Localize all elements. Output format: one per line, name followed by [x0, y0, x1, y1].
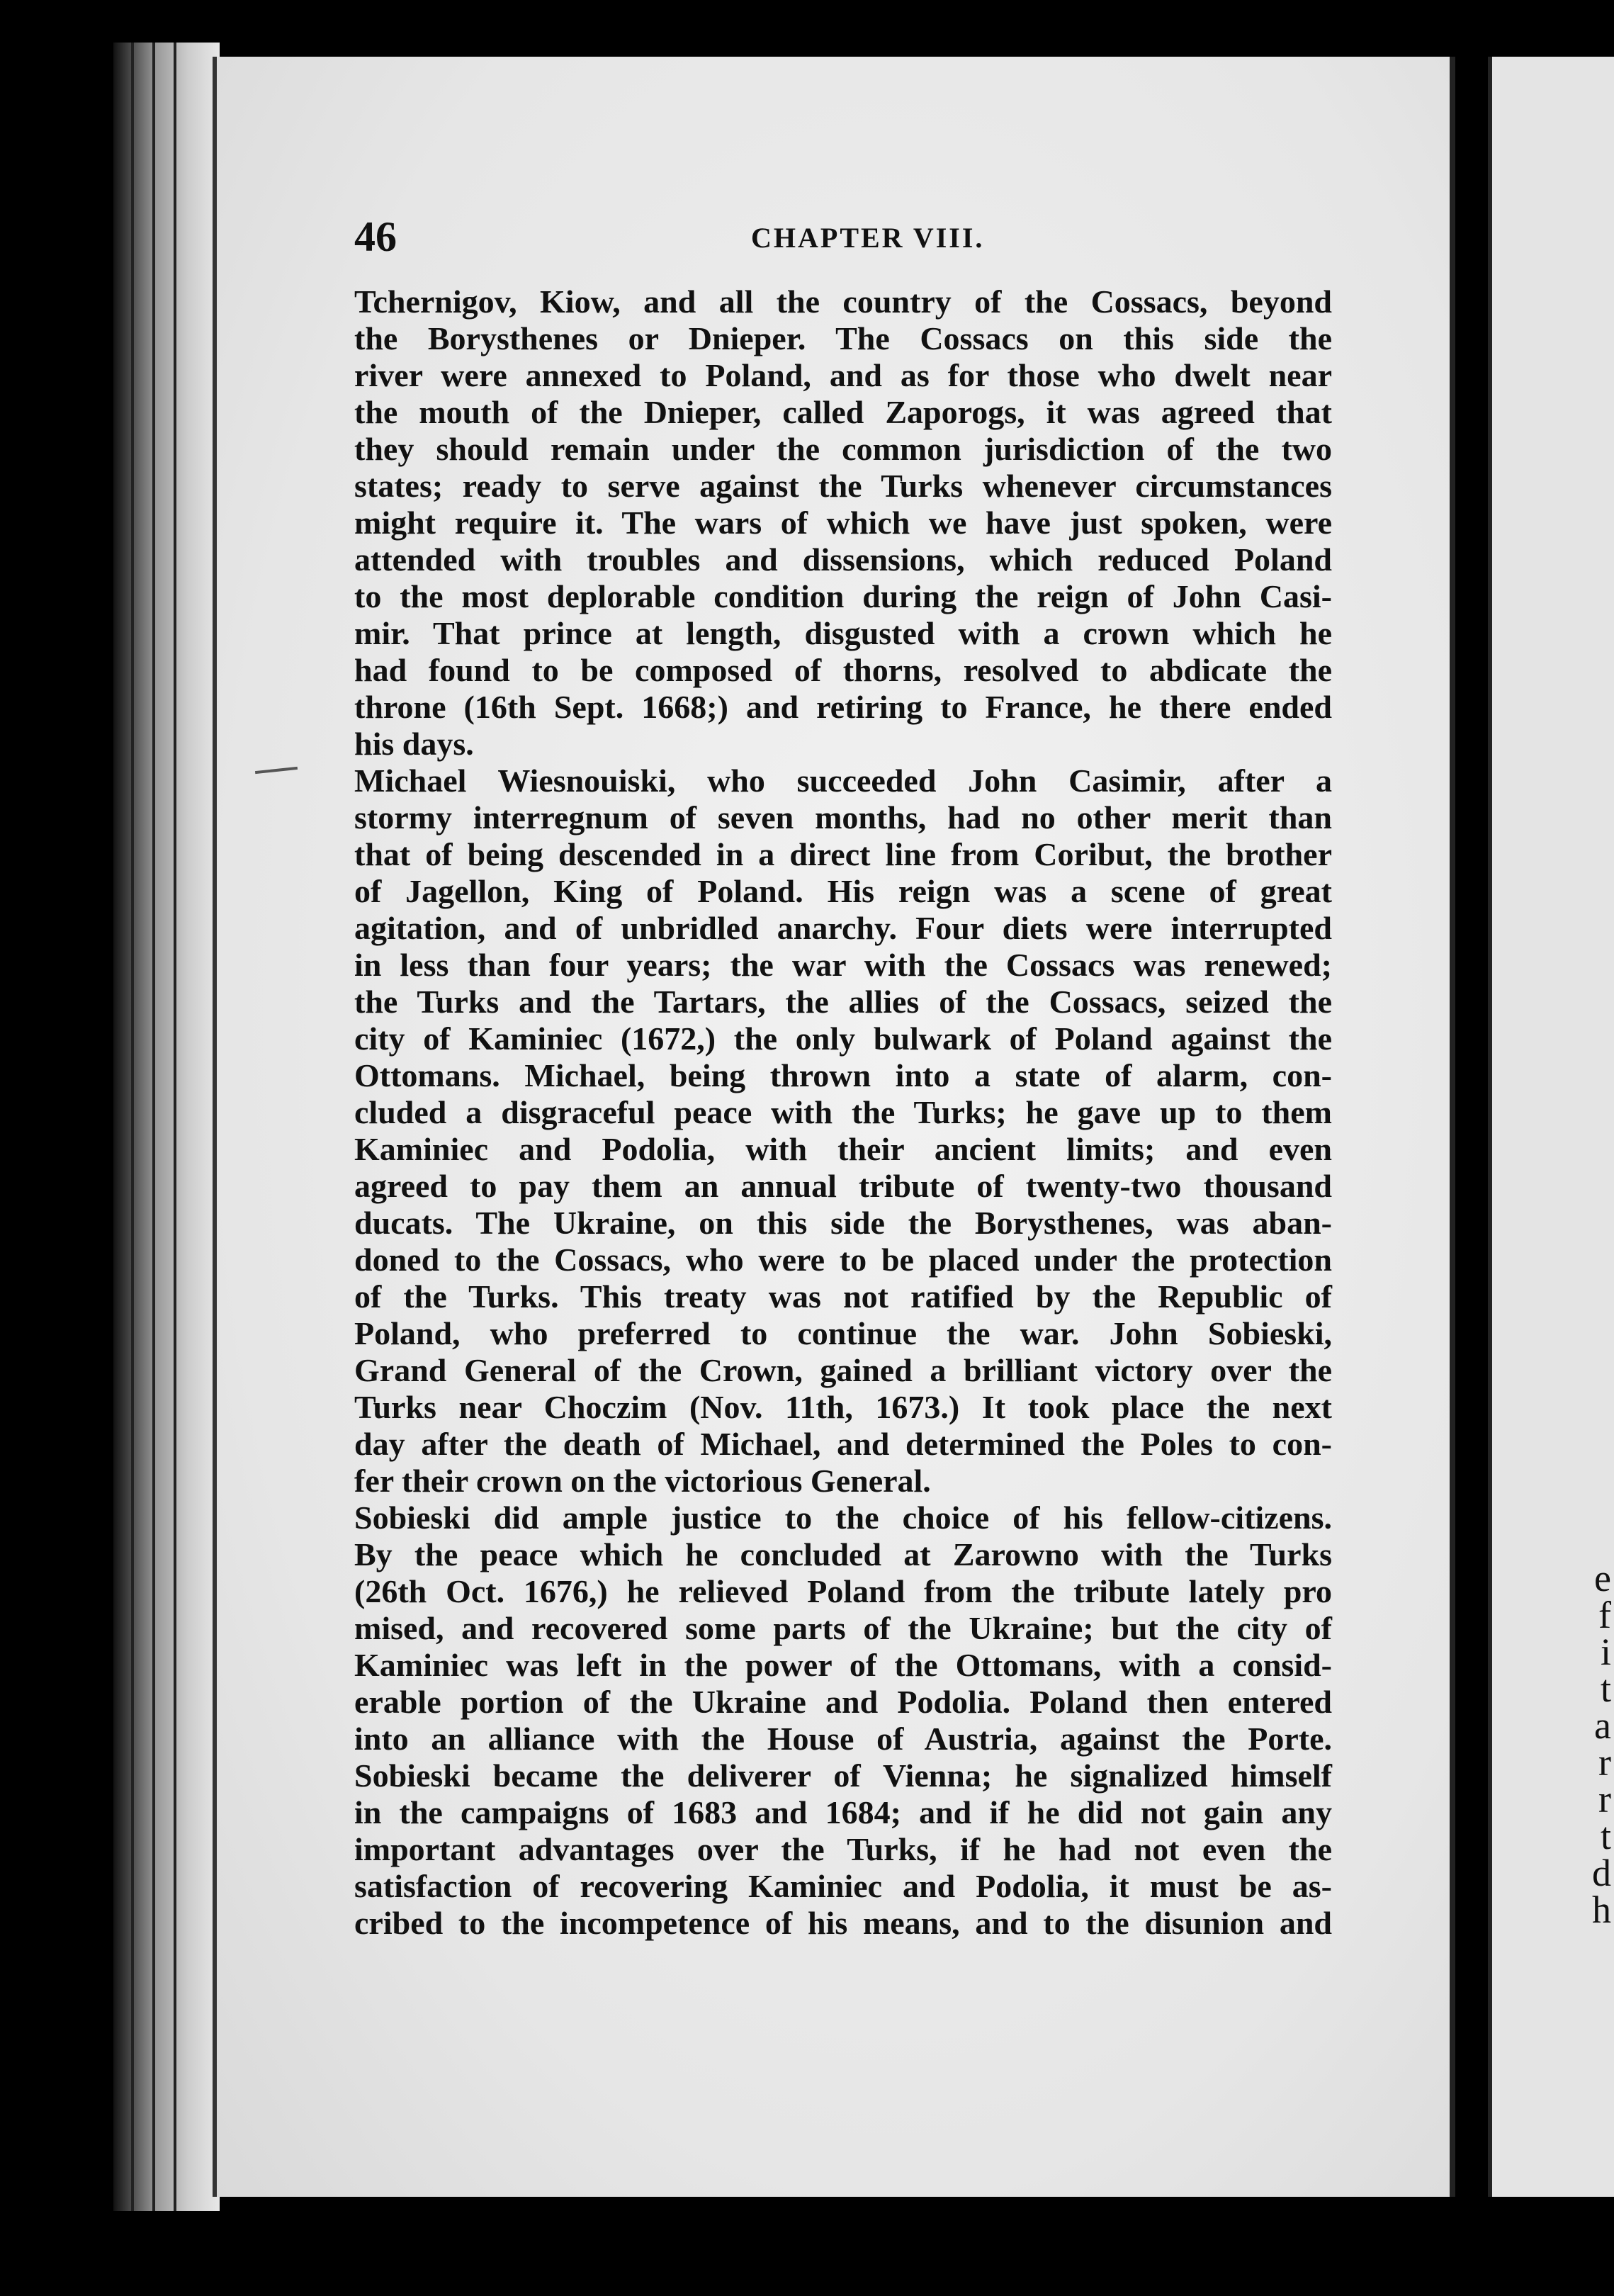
- text-line: Kaminiec was left in the power of the Ottomans, with a consid-: [354, 1647, 1332, 1683]
- text-line: mir. That prince at length, disgusted with a crown which he: [354, 615, 1332, 651]
- text-line: Turks near Choczim (Nov. 11th, 1673.) It took place the next: [354, 1389, 1332, 1425]
- text-line: in the campaigns of 1683 and 1684; and if he did not gain any: [354, 1794, 1332, 1830]
- text-line: throne (16th Sept. 1668;) and retiring to France, he there ended: [354, 689, 1332, 725]
- text-line: might require it. The wars of which we have just spoken, were: [354, 505, 1332, 541]
- text-line: Michael Wiesnouiski, who succeeded John Casimir, after a: [354, 762, 1332, 799]
- text-line: his days.: [354, 726, 474, 762]
- text-line: city of Kaminiec (1672,) the only bulwark of Poland against the: [354, 1020, 1332, 1057]
- chapter-heading: CHAPTER VIII.: [751, 222, 985, 254]
- text-line: Grand General of the Crown, gained a brilliant victory over the: [354, 1352, 1332, 1388]
- facing-page-letter: e: [1594, 1557, 1611, 1599]
- text-line: cribed to the incompetence of his means, and to the disunion and: [354, 1905, 1332, 1941]
- facing-page-letter: t: [1600, 1667, 1611, 1710]
- text-line: important advantages over the Turks, if he had not even the: [354, 1831, 1332, 1867]
- text-line: mised, and recovered some parts of the Ukraine; but the city of: [354, 1610, 1332, 1646]
- text-line: satisfaction of recovering Kaminiec and Podolia, it must be as-: [354, 1868, 1332, 1904]
- text-line: Kaminiec and Podolia, with their ancient limits; and even: [354, 1131, 1332, 1167]
- facing-page-letter: d: [1592, 1852, 1611, 1894]
- facing-page-letter: t: [1600, 1815, 1611, 1857]
- facing-page-letter: h: [1592, 1889, 1611, 1931]
- spine-edge-line: [152, 43, 155, 2211]
- text-line: agreed to pay them an annual tribute of twenty-two thousand: [354, 1168, 1332, 1204]
- text-line: states; ready to serve against the Turks whenever circumstances: [354, 468, 1332, 504]
- text-line: had found to be composed of thorns, resolved to abdicate the: [354, 652, 1332, 688]
- page-number: 46: [354, 213, 397, 260]
- text-line: Sobieski became the deliverer of Vienna; he signalized himself: [354, 1757, 1332, 1794]
- text-line: Ottomans. Michael, being thrown into a state of alarm, con-: [354, 1057, 1332, 1093]
- text-line: they should remain under the common jurisdiction of the two: [354, 431, 1332, 467]
- spine-edge-line: [131, 43, 134, 2211]
- text-line: cluded a disgraceful peace with the Turks; he gave up to them: [354, 1094, 1332, 1130]
- text-line: the Turks and the Tartars, the allies of the Cossacs, seized the: [354, 984, 1332, 1020]
- facing-page-letter: i: [1600, 1631, 1611, 1673]
- text-line: in less than four years; the war with the Cossacs was renewed;: [354, 947, 1332, 983]
- facing-page-letter: a: [1594, 1704, 1611, 1747]
- text-line: Sobieski did ample justice to the choice of his fellow-citizens.: [354, 1499, 1332, 1536]
- text-line: that of being descended in a direct line from Coribut, the brother: [354, 836, 1332, 872]
- text-line: stormy interregnum of seven months, had no other merit than: [354, 799, 1332, 835]
- text-line: to the most deplorable condition during the reign of John Casi-: [354, 578, 1332, 614]
- text-line: day after the death of Michael, and determined the Poles to con-: [354, 1426, 1332, 1462]
- text-line: the mouth of the Dnieper, called Zaporogs, it was agreed that: [354, 394, 1332, 430]
- text-line: ducats. The Ukraine, on this side the Borysthenes, was aban-: [354, 1205, 1332, 1241]
- text-line: Poland, who preferred to continue the war. John Sobieski,: [354, 1315, 1332, 1351]
- text-line: erable portion of the Ukraine and Podolia. Poland then entered: [354, 1684, 1332, 1720]
- text-line: attended with troubles and dissensions, which reduced Poland: [354, 541, 1332, 578]
- text-line: agitation, and of unbridled anarchy. Four diets were interrupted: [354, 910, 1332, 946]
- facing-page-edge: [1488, 57, 1614, 2197]
- text-line: into an alliance with the House of Austria, against the Porte.: [354, 1721, 1332, 1757]
- facing-page-letter: r: [1598, 1741, 1611, 1784]
- spine-edge-line: [174, 43, 176, 2211]
- text-line: of Jagellon, King of Poland. His reign was a scene of great: [354, 873, 1332, 909]
- text-line: By the peace which he concluded at Zarowno with the Turks: [354, 1536, 1332, 1572]
- text-line: fer their crown on the victorious General.: [354, 1463, 931, 1499]
- facing-page-letter: r: [1598, 1778, 1611, 1821]
- book-spine: [113, 43, 220, 2211]
- text-line: (26th Oct. 1676,) he relieved Poland from the tribute lately pro: [354, 1573, 1332, 1609]
- text-line: doned to the Cossacs, who were to be placed under the protection: [354, 1242, 1332, 1278]
- text-line: of the Turks. This treaty was not ratified by the Republic of: [354, 1278, 1332, 1315]
- text-line: Tchernigov, Kiow, and all the country of the Cossacs, beyond: [354, 283, 1332, 320]
- page-header: [354, 213, 1346, 269]
- body-text: [354, 283, 1332, 1942]
- text-line: the Borysthenes or Dnieper. The Cossacs on this side the: [354, 320, 1332, 356]
- text-line: river were annexed to Poland, and as for those who dwelt near: [354, 357, 1332, 393]
- facing-page-letter: f: [1598, 1594, 1611, 1636]
